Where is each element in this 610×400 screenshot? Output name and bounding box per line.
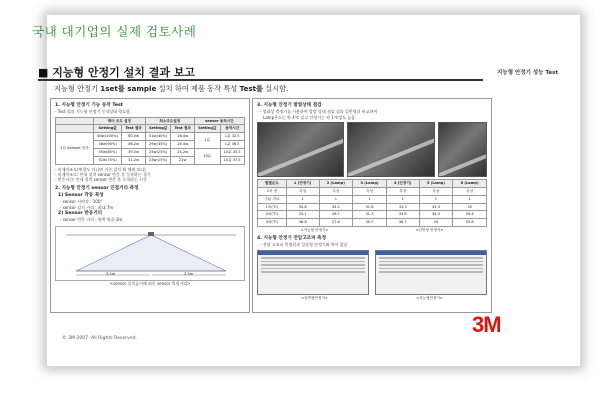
table-header-row — [258, 179, 487, 187]
table-header-cell: 최소조도설정 — [145, 117, 194, 125]
temperature-table — [257, 179, 487, 227]
shot-captions — [257, 296, 487, 301]
summary-line — [54, 84, 288, 94]
table-row — [258, 203, 487, 211]
s1-title: 1. 지능형 안정기 기능 동작 Test — [55, 103, 123, 108]
table-cell: 30.7 — [353, 219, 387, 227]
harmonic-screenshot — [375, 250, 487, 295]
table-header-cell: 4 (안정기) — [386, 179, 419, 187]
table-header-cell: 발열온도 — [258, 179, 287, 187]
table-header-cell: Test 결과 — [122, 125, 145, 133]
table-cell: 10분 35초 — [220, 148, 244, 156]
table-cell: 31.3 — [353, 211, 387, 219]
table-cell: 구분 자료 — [258, 195, 287, 203]
table-header-cell: Setting값 — [145, 125, 171, 133]
table-cell: 35.8 — [286, 203, 319, 211]
dim-left: 3.5m — [106, 271, 116, 276]
table-cell: 10분 37초 — [220, 156, 244, 164]
table-row — [258, 211, 487, 219]
company-title: 국내 대기업의 실제 검토사례 — [32, 24, 197, 39]
shot-caption: <일반형안정기> — [301, 296, 328, 301]
table-cell: 58w(90%) — [93, 141, 121, 149]
s2-title: 2. 지능형 안정기 sensor 인접거리 측정 — [55, 185, 139, 191]
s2-line3: - sensor 반응 거리 : 양쪽 양끝 3m — [60, 217, 123, 223]
table-cell: 1 — [386, 195, 419, 203]
table-header-cell: Setting값 — [93, 125, 121, 133]
table-cell: 2차(℃) — [258, 211, 287, 219]
section-heading: ■ 지능형 안정기 설치 결과 보고 — [38, 66, 196, 79]
table-subheader-row — [56, 125, 245, 133]
thermal-image — [438, 122, 487, 177]
table-cell: 10분 — [194, 148, 220, 164]
table-cell: 3차(℃) — [258, 219, 287, 227]
table-cell: 33.3 — [386, 203, 419, 211]
note-line: - 비제어조도(면광도 아니면 기존 설치 확 체계 보다) — [55, 166, 146, 172]
harmonic-screenshot — [257, 250, 369, 295]
table-cell: 1 — [353, 195, 387, 203]
temp-captions — [257, 228, 487, 233]
thermal-image — [347, 122, 434, 177]
s3-title: 3. 지능형 안정기 발열상태 점검 — [257, 103, 322, 108]
table-cell: 31w(40%) — [145, 133, 171, 141]
table-header-cell: Setting값 — [194, 125, 220, 133]
sensor-range-diagram — [55, 226, 245, 281]
table-cell: 31.8 — [353, 203, 387, 211]
table-cell: 23w(15%) — [145, 156, 171, 164]
summary-post: 설치 하여 제품 동작 특성 — [156, 84, 240, 93]
table-cell: 25w(25%) — [145, 148, 171, 156]
table-cell: 64w(100%) — [93, 133, 121, 141]
table-cell: 34 — [419, 219, 453, 227]
table-row — [258, 195, 487, 203]
table-row — [258, 187, 487, 195]
table-cell: 60.5w — [122, 133, 145, 141]
copyright-text: © 3M 2007. All Rights Reserved. — [62, 336, 137, 341]
temp-caption: <지능형 안정기> — [300, 228, 329, 233]
table-cell: 33.6 — [453, 219, 487, 227]
thermal-photos — [257, 122, 487, 177]
table-cell: 1차(℃) — [258, 203, 287, 211]
table-cell: 22w — [171, 156, 194, 164]
table-cell: 36.7 — [386, 219, 419, 227]
table-row — [56, 133, 245, 141]
table-header-cell: 6 (Lamp) — [453, 179, 487, 187]
table-cell: 26.4w — [171, 133, 194, 141]
table-header-cell: 1 (안정기) — [286, 179, 319, 187]
panel-right — [252, 98, 492, 313]
table-cell: 33.3 — [419, 203, 453, 211]
table-cell: 31.2w — [122, 156, 145, 164]
table-header-cell: sensor 동작시간 — [194, 117, 244, 125]
table-cell: 34.3 — [419, 211, 453, 219]
3m-logo: 3M — [472, 312, 501, 337]
table-cell: 1차 Sample 검사 — [56, 133, 94, 164]
table-cell: 33.8 — [386, 211, 419, 219]
s1-note: - Test 결과 지능형 안정기 동작상태 양호함. — [55, 109, 132, 115]
table-cell: 39.5w — [122, 148, 145, 156]
table-cell: 1 — [419, 195, 453, 203]
table-cell: 1분 32초 — [220, 133, 244, 141]
s2-sub1: 1) Sensor 작동 특성 — [58, 193, 104, 198]
dim-right: 3.5m — [184, 271, 194, 276]
table-header-row — [56, 117, 245, 125]
table-header-cell: 제어 조도 설정 — [93, 117, 145, 125]
section-tag: 지능형 안정기 성능 Test — [497, 70, 558, 76]
summary-bold2: Test를 — [239, 84, 263, 93]
table-cell: 52w(70%) — [93, 156, 121, 164]
table-cell: 35.2 — [319, 203, 353, 211]
table-header-cell: Test 결과 — [171, 125, 194, 133]
table-header-cell: 3 (Lamp) — [353, 179, 387, 187]
s3-line2: Lamp온도는 약 4℃ 낮고 안정기는 약 1℃정도 높음. — [263, 114, 357, 120]
table-cell: 특성 — [419, 187, 453, 195]
table-cell: 1분 — [194, 133, 220, 149]
table-cell: 33.1 — [286, 211, 319, 219]
table-cell: 1 — [286, 195, 319, 203]
table-cell: 35 — [453, 203, 487, 211]
summary-bold: 1set를 sample — [100, 84, 157, 93]
table-cell: 27.8 — [319, 219, 353, 227]
s4-line1: - 전압 고조파 측정결과 일상형 안정기와 차이 없음 — [260, 242, 348, 248]
table-cell: 1차 점 — [258, 187, 287, 195]
table-cell: 26.7 — [319, 211, 353, 219]
table-cell: 특성 — [453, 187, 487, 195]
table-cell: 특성 — [386, 187, 419, 195]
s4-title: 4. 지능형 안정기 전압고조파 측정 — [257, 235, 327, 241]
temp-caption: <일반형 안정기> — [415, 228, 444, 233]
table-header-cell — [56, 117, 94, 125]
table-header-cell — [56, 125, 94, 133]
table-cell: 특성 — [319, 187, 353, 195]
table-cell: 1 — [319, 195, 353, 203]
table-cell: 26.4w — [171, 141, 194, 149]
table-cell: 46.2w — [122, 141, 145, 149]
summary-end: 실시함. — [263, 84, 289, 93]
heading-rule — [38, 79, 483, 81]
table-cell: 1 — [453, 195, 487, 203]
shot-caption: <지능형안정기> — [416, 296, 443, 301]
s2-line1: - sensor 시야각 : 100° — [60, 199, 103, 205]
table-cell: 1분 36초 — [220, 141, 244, 149]
table-cell: 29w(35%) — [145, 141, 171, 149]
table-cell: 55w(80%) — [93, 148, 121, 156]
summary-pre: 지능형 안정기 — [54, 84, 101, 93]
s3-line1: - 열화상 측정기를 사용하여 발열 상태 점검 결과 일반형과 비교하여 — [260, 109, 378, 115]
table-header-cell: 5 (Lamp) — [419, 179, 453, 187]
table-header-cell: 2 (Lamp) — [319, 179, 353, 187]
table-cell: 36.8 — [286, 219, 319, 227]
harmonic-screenshots — [257, 250, 487, 295]
note-line: - 비제어조도: 안내 설치 sensor 반응 후 동작하는 경기 — [55, 172, 151, 178]
thermal-image — [257, 122, 344, 177]
table-cell: 특성 — [286, 187, 319, 195]
diagram-caption: <sensor 설치높이에 따른 sensor 측정거리> — [109, 280, 191, 286]
table-cell: 34.4 — [453, 211, 487, 219]
s2-sub2: 2) Sensor 반응거리 — [58, 210, 103, 216]
s2-line2: - sensor 감지 거리 : 최대 7m — [60, 204, 114, 210]
table-cell: 특성 — [353, 187, 387, 195]
table-header-cell: 동작시간 — [220, 125, 244, 133]
table-row — [258, 219, 487, 227]
table-cell: 24.2w — [171, 148, 194, 156]
panel-left — [50, 98, 250, 313]
function-test-table — [55, 117, 245, 165]
note-line: - 반응시간: 안내 설치 sensor 반응 후 동작하는 시간 — [55, 177, 147, 183]
